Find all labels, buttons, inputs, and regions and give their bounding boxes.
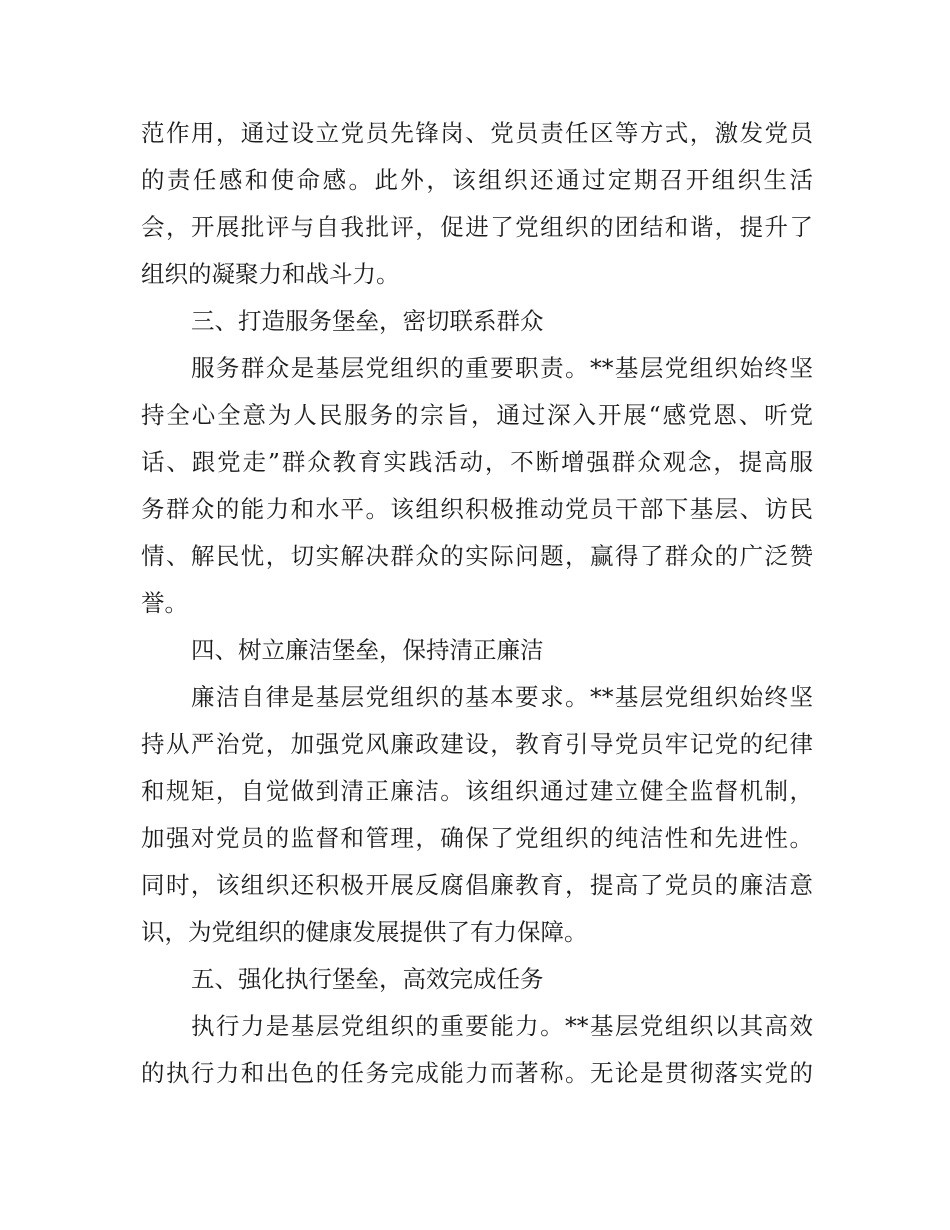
paragraph-execution [141,1010,813,1090]
text-line: 情、解民忧，切实解决群众的实际问题，赢得了群众的广泛赞 [141,542,813,570]
text-line: 持从严治党，加强党风廉政建设，教育引导党员牢记党的纪律 [141,730,813,758]
text-line: 誉。 [141,589,188,617]
section-heading-4 [141,634,813,667]
text-line: 和规矩，自觉做到清正廉洁。该组织通过建立健全监督机制， [141,777,813,805]
section-heading-3 [141,305,813,338]
document-body [141,117,813,1104]
text-line: 识，为党组织的健康发展提供了有力保障。 [141,918,588,946]
text-line: 廉洁自律是基层党组织的基本要求。**基层党组织始终坚 [191,683,813,711]
text-line: 服务群众是基层党组织的重要职责。**基层党组织始终坚 [191,354,813,382]
text-line: 务群众的能力和水平。该组织积极推动党员干部下基层、访民 [141,495,813,523]
text-line: 的责任感和使命感。此外，该组织还通过定期召开组织生活 [141,166,813,194]
text-line: 的执行力和出色的任务完成能力而著称。无论是贯彻落实党的 [141,1059,813,1087]
section-heading-text: 五、强化执行堡垒，高效完成任务 [191,965,544,993]
paragraph-integrity [141,681,813,949]
text-line: 持全心全意为人民服务的宗旨，通过深入开展“感党恩、听党 [141,401,813,429]
text-line: 话、跟党走”群众教育实践活动，不断增强群众观念，提高服 [141,448,813,476]
text-line: 加强对党员的监督和管理，确保了党组织的纯洁性和先进性。 [141,824,813,852]
section-heading-text: 四、树立廉洁堡垒，保持清正廉洁 [191,636,544,664]
text-line: 组织的凝聚力和战斗力。 [141,260,400,288]
text-line: 会，开展批评与自我批评，促进了党组织的团结和谐，提升了 [141,213,813,241]
section-heading-5 [141,963,813,996]
text-line: 同时，该组织还积极开展反腐倡廉教育，提高了党员的廉洁意 [141,871,813,899]
text-line: 执行力是基层党组织的重要能力。**基层党组织以其高效 [191,1012,813,1040]
section-heading-text: 三、打造服务堡垒，密切联系群众 [191,307,544,335]
paragraph-service [141,352,813,620]
text-line: 范作用，通过设立党员先锋岗、党员责任区等方式，激发党员 [141,119,813,147]
paragraph-continuation [141,117,813,291]
